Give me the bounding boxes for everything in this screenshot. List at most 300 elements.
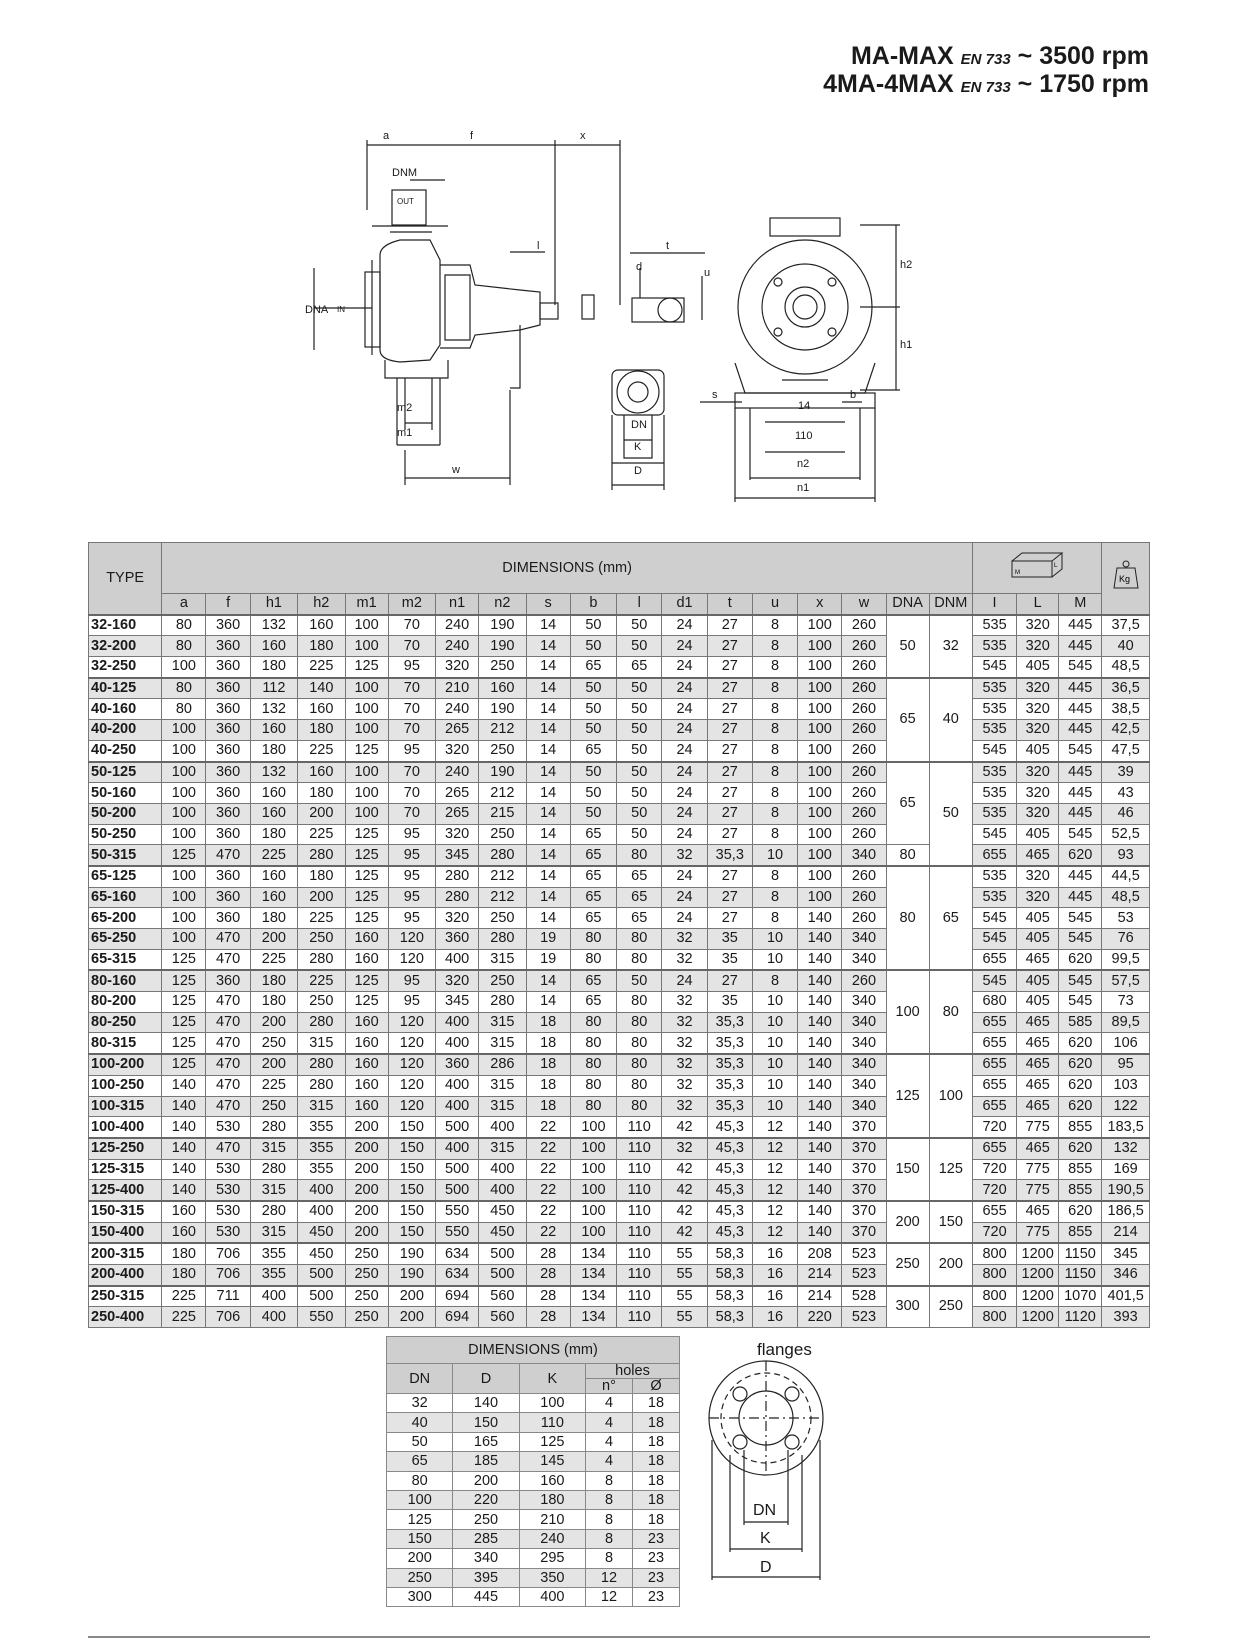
value-cell: 400 <box>436 1012 479 1033</box>
value-cell: 360 <box>206 636 250 657</box>
value-cell: 22 <box>526 1159 570 1180</box>
value-cell: 250 <box>479 657 526 678</box>
flange-row <box>387 1587 680 1606</box>
value-cell: 530 <box>206 1222 250 1243</box>
weight-cell: 93 <box>1102 845 1150 866</box>
value-cell: 250 <box>479 970 526 991</box>
pack-cell: 655 <box>972 1075 1016 1096</box>
value-cell: 140 <box>162 1138 206 1159</box>
value-cell: 42 <box>662 1117 707 1138</box>
value-cell: 340 <box>842 929 886 950</box>
value-cell: 530 <box>206 1201 250 1222</box>
col-header: L <box>1017 594 1059 615</box>
value-cell: 80 <box>617 1054 662 1075</box>
col-header: h2 <box>298 594 345 615</box>
value-cell: 28 <box>526 1307 570 1328</box>
label-n1: n1 <box>797 482 810 494</box>
flange-cell: 18 <box>632 1490 679 1509</box>
pack-cell: 535 <box>972 636 1016 657</box>
value-cell: 315 <box>250 1222 297 1243</box>
value-cell: 24 <box>662 908 707 929</box>
label-110: 110 <box>795 430 813 442</box>
value-cell: 32 <box>662 929 707 950</box>
value-cell: 8 <box>752 908 797 929</box>
table-row <box>89 929 1150 950</box>
type-cell: 50-160 <box>89 783 162 804</box>
pack-cell: 445 <box>1059 615 1102 636</box>
value-cell: 100 <box>798 845 842 866</box>
value-cell: 250 <box>345 1265 388 1286</box>
dimensions-header: DIMENSIONS (mm) <box>162 543 973 594</box>
value-cell: 320 <box>436 970 479 991</box>
value-cell: 260 <box>842 908 886 929</box>
value-cell: 560 <box>479 1286 526 1307</box>
value-cell: 125 <box>162 1054 206 1075</box>
weight-cell: 44,5 <box>1102 866 1150 887</box>
pack-cell: 405 <box>1017 740 1059 761</box>
pack-cell: 445 <box>1059 803 1102 824</box>
value-cell: 280 <box>250 1201 297 1222</box>
value-cell: 140 <box>798 1054 842 1075</box>
value-cell: 80 <box>617 845 662 866</box>
norm-label: EN 733 <box>960 51 1011 68</box>
value-cell: 110 <box>617 1117 662 1138</box>
value-cell: 400 <box>479 1159 526 1180</box>
value-cell: 315 <box>250 1180 297 1201</box>
value-cell: 250 <box>345 1307 388 1328</box>
value-cell: 35,3 <box>707 1075 752 1096</box>
value-cell: 32 <box>662 1075 707 1096</box>
value-cell: 160 <box>162 1222 206 1243</box>
value-cell: 370 <box>842 1159 886 1180</box>
value-cell: 500 <box>298 1286 345 1307</box>
value-cell: 95 <box>388 908 435 929</box>
value-cell: 200 <box>388 1286 435 1307</box>
value-cell: 35,3 <box>707 1033 752 1054</box>
pack-cell: 1120 <box>1059 1307 1102 1328</box>
value-cell: 200 <box>250 1012 297 1033</box>
package-m-label: M <box>1015 570 1021 576</box>
value-cell: 280 <box>479 992 526 1013</box>
value-cell: 14 <box>526 740 570 761</box>
pack-cell: 620 <box>1059 1138 1102 1159</box>
value-cell: 22 <box>526 1117 570 1138</box>
flange-cell: 340 <box>453 1549 519 1568</box>
flange-cell: 445 <box>453 1587 519 1606</box>
flange-cell: 4 <box>586 1452 633 1471</box>
pack-cell: 445 <box>1059 720 1102 741</box>
value-cell: 100 <box>345 678 388 699</box>
value-cell: 24 <box>662 699 707 720</box>
value-cell: 340 <box>842 949 886 970</box>
value-cell: 634 <box>436 1243 479 1264</box>
pack-cell: 720 <box>972 1117 1016 1138</box>
flange-col-dn: DN <box>387 1364 453 1394</box>
value-cell: 180 <box>250 970 297 991</box>
value-cell: 340 <box>842 1096 886 1117</box>
value-cell: 24 <box>662 887 707 908</box>
value-cell: 160 <box>162 1201 206 1222</box>
dna-cell: 80 <box>886 845 929 866</box>
pack-cell: 855 <box>1059 1117 1102 1138</box>
label-out: OUT <box>397 197 414 206</box>
value-cell: 70 <box>388 783 435 804</box>
flange-cell: 395 <box>453 1568 519 1587</box>
label-k: K <box>634 441 642 453</box>
package-l-label: L <box>1054 563 1058 569</box>
value-cell: 8 <box>752 866 797 887</box>
value-cell: 8 <box>752 824 797 845</box>
value-cell: 530 <box>206 1159 250 1180</box>
type-cell: 65-125 <box>89 866 162 887</box>
value-cell: 80 <box>617 1096 662 1117</box>
flange-row <box>387 1394 680 1413</box>
value-cell: 180 <box>250 740 297 761</box>
value-cell: 360 <box>206 720 250 741</box>
value-cell: 16 <box>752 1286 797 1307</box>
value-cell: 100 <box>345 615 388 636</box>
value-cell: 58,3 <box>707 1286 752 1307</box>
flange-cell: 23 <box>632 1529 679 1548</box>
value-cell: 260 <box>842 762 886 783</box>
pack-cell: 535 <box>972 866 1016 887</box>
value-cell: 8 <box>752 657 797 678</box>
col-header: f <box>206 594 250 615</box>
value-cell: 50 <box>570 720 616 741</box>
value-cell: 45,3 <box>707 1159 752 1180</box>
value-cell: 27 <box>707 783 752 804</box>
value-cell: 150 <box>388 1117 435 1138</box>
value-cell: 450 <box>298 1243 345 1264</box>
speed-label: ~ 1750 rpm <box>1017 70 1149 98</box>
value-cell: 14 <box>526 866 570 887</box>
value-cell: 140 <box>798 1159 842 1180</box>
value-cell: 315 <box>250 1138 297 1159</box>
flange-cell: 23 <box>632 1568 679 1587</box>
pack-cell: 320 <box>1017 866 1059 887</box>
flange-col-dia: Ø <box>632 1379 679 1394</box>
value-cell: 500 <box>298 1265 345 1286</box>
value-cell: 16 <box>752 1307 797 1328</box>
value-cell: 160 <box>345 949 388 970</box>
value-cell: 160 <box>345 1075 388 1096</box>
dna-cell: 150 <box>886 1138 929 1201</box>
pack-cell: 775 <box>1017 1222 1059 1243</box>
type-cell: 100-200 <box>89 1054 162 1075</box>
package-icon <box>997 547 1077 583</box>
flange-label-dn: DN <box>753 1502 777 1519</box>
value-cell: 14 <box>526 992 570 1013</box>
value-cell: 140 <box>798 992 842 1013</box>
weight-cell: 214 <box>1102 1222 1150 1243</box>
type-cell: 32-160 <box>89 615 162 636</box>
value-cell: 50 <box>617 824 662 845</box>
value-cell: 140 <box>162 1096 206 1117</box>
value-cell: 280 <box>250 1117 297 1138</box>
value-cell: 212 <box>479 866 526 887</box>
value-cell: 260 <box>842 740 886 761</box>
value-cell: 14 <box>526 803 570 824</box>
pack-cell: 680 <box>972 992 1016 1013</box>
flange-cell: 210 <box>519 1510 585 1529</box>
value-cell: 265 <box>436 783 479 804</box>
table-row <box>89 970 1150 991</box>
value-cell: 100 <box>798 783 842 804</box>
flange-cell: 8 <box>586 1471 633 1490</box>
value-cell: 110 <box>617 1265 662 1286</box>
value-cell: 10 <box>752 949 797 970</box>
table-row <box>89 992 1150 1013</box>
dnm-cell: 80 <box>929 970 972 1054</box>
value-cell: 711 <box>206 1286 250 1307</box>
label-h1: h1 <box>900 339 913 351</box>
value-cell: 360 <box>206 762 250 783</box>
speed-label: ~ 3500 rpm <box>1017 42 1149 70</box>
flange-cell: 23 <box>632 1549 679 1568</box>
flange-label-d: D <box>760 1559 772 1576</box>
value-cell: 150 <box>388 1222 435 1243</box>
value-cell: 360 <box>206 657 250 678</box>
value-cell: 70 <box>388 762 435 783</box>
value-cell: 360 <box>206 970 250 991</box>
value-cell: 132 <box>250 762 297 783</box>
type-cell: 100-400 <box>89 1117 162 1138</box>
value-cell: 528 <box>842 1286 886 1307</box>
pack-cell: 545 <box>1059 824 1102 845</box>
value-cell: 100 <box>345 699 388 720</box>
value-cell: 250 <box>298 992 345 1013</box>
value-cell: 35,3 <box>707 1012 752 1033</box>
value-cell: 280 <box>298 949 345 970</box>
table-row <box>89 1033 1150 1054</box>
value-cell: 50 <box>617 720 662 741</box>
value-cell: 315 <box>479 1012 526 1033</box>
value-cell: 550 <box>436 1222 479 1243</box>
pack-cell: 465 <box>1017 949 1059 970</box>
value-cell: 42 <box>662 1222 707 1243</box>
type-cell: 65-315 <box>89 949 162 970</box>
value-cell: 10 <box>752 1096 797 1117</box>
pack-cell: 1200 <box>1017 1307 1059 1328</box>
weight-cell: 38,5 <box>1102 699 1150 720</box>
value-cell: 450 <box>298 1222 345 1243</box>
value-cell: 95 <box>388 992 435 1013</box>
value-cell: 55 <box>662 1286 707 1307</box>
pack-cell: 620 <box>1059 1096 1102 1117</box>
value-cell: 35 <box>707 929 752 950</box>
value-cell: 450 <box>479 1222 526 1243</box>
value-cell: 112 <box>250 678 297 699</box>
value-cell: 280 <box>298 845 345 866</box>
value-cell: 110 <box>617 1222 662 1243</box>
value-cell: 190 <box>479 762 526 783</box>
value-cell: 24 <box>662 636 707 657</box>
value-cell: 360 <box>206 908 250 929</box>
weight-cell: 183,5 <box>1102 1117 1150 1138</box>
value-cell: 140 <box>162 1117 206 1138</box>
value-cell: 160 <box>479 678 526 699</box>
value-cell: 95 <box>388 824 435 845</box>
flange-cell: 65 <box>387 1452 453 1471</box>
pack-cell: 535 <box>972 720 1016 741</box>
value-cell: 400 <box>436 1096 479 1117</box>
value-cell: 260 <box>842 866 886 887</box>
value-cell: 12 <box>752 1159 797 1180</box>
flange-cell: 8 <box>586 1490 633 1509</box>
value-cell: 360 <box>206 803 250 824</box>
weight-icon <box>1111 558 1141 592</box>
value-cell: 706 <box>206 1307 250 1328</box>
pack-cell: 655 <box>972 1138 1016 1159</box>
col-header: a <box>162 594 206 615</box>
value-cell: 500 <box>479 1243 526 1264</box>
value-cell: 200 <box>250 929 297 950</box>
value-cell: 500 <box>436 1159 479 1180</box>
type-cell: 250-400 <box>89 1307 162 1328</box>
value-cell: 14 <box>526 699 570 720</box>
value-cell: 65 <box>570 845 616 866</box>
value-cell: 28 <box>526 1243 570 1264</box>
value-cell: 8 <box>752 970 797 991</box>
value-cell: 370 <box>842 1201 886 1222</box>
value-cell: 100 <box>162 803 206 824</box>
flange-row <box>387 1568 680 1587</box>
label-14: 14 <box>798 400 811 412</box>
label-m2: m2 <box>397 402 413 414</box>
table-row <box>89 678 1150 699</box>
value-cell: 160 <box>250 803 297 824</box>
value-cell: 280 <box>298 1054 345 1075</box>
value-cell: 370 <box>842 1222 886 1243</box>
value-cell: 240 <box>436 615 479 636</box>
value-cell: 100 <box>162 929 206 950</box>
value-cell: 14 <box>526 762 570 783</box>
value-cell: 180 <box>250 657 297 678</box>
type-cell: 50-315 <box>89 845 162 866</box>
table-row <box>89 720 1150 741</box>
value-cell: 125 <box>345 866 388 887</box>
value-cell: 100 <box>162 887 206 908</box>
value-cell: 28 <box>526 1286 570 1307</box>
col-header: m2 <box>388 594 435 615</box>
pack-cell: 1200 <box>1017 1243 1059 1264</box>
value-cell: 14 <box>526 845 570 866</box>
value-cell: 24 <box>662 740 707 761</box>
value-cell: 10 <box>752 1012 797 1033</box>
pack-cell: 545 <box>1059 970 1102 991</box>
flange-cell: 125 <box>387 1510 453 1529</box>
value-cell: 80 <box>570 1012 616 1033</box>
pack-cell: 320 <box>1017 615 1059 636</box>
value-cell: 80 <box>162 615 206 636</box>
value-cell: 27 <box>707 699 752 720</box>
flange-cell: 4 <box>586 1413 633 1432</box>
pack-cell: 405 <box>1017 824 1059 845</box>
flange-cell: 50 <box>387 1432 453 1451</box>
flange-row <box>387 1510 680 1529</box>
value-cell: 250 <box>345 1286 388 1307</box>
value-cell: 110 <box>617 1286 662 1307</box>
weight-cell: 346 <box>1102 1265 1150 1286</box>
value-cell: 360 <box>206 615 250 636</box>
value-cell: 340 <box>842 1012 886 1033</box>
value-cell: 100 <box>570 1222 616 1243</box>
value-cell: 370 <box>842 1117 886 1138</box>
type-cell: 50-125 <box>89 762 162 783</box>
value-cell: 32 <box>662 992 707 1013</box>
value-cell: 150 <box>388 1201 435 1222</box>
value-cell: 400 <box>250 1286 297 1307</box>
value-cell: 140 <box>162 1075 206 1096</box>
value-cell: 180 <box>162 1243 206 1264</box>
value-cell: 180 <box>298 783 345 804</box>
pack-cell: 405 <box>1017 657 1059 678</box>
dna-cell: 50 <box>886 615 929 678</box>
pack-cell: 445 <box>1059 762 1102 783</box>
weight-cell: 76 <box>1102 929 1150 950</box>
weight-cell: 190,5 <box>1102 1180 1150 1201</box>
value-cell: 260 <box>842 970 886 991</box>
label-f: f <box>470 130 474 142</box>
value-cell: 523 <box>842 1243 886 1264</box>
value-cell: 240 <box>436 636 479 657</box>
flange-cell: 18 <box>632 1394 679 1413</box>
pack-cell: 1070 <box>1059 1286 1102 1307</box>
value-cell: 95 <box>388 887 435 908</box>
value-cell: 100 <box>798 824 842 845</box>
value-cell: 8 <box>752 699 797 720</box>
type-cell: 32-200 <box>89 636 162 657</box>
flange-cell: 295 <box>519 1549 585 1568</box>
weight-cell: 103 <box>1102 1075 1150 1096</box>
value-cell: 65 <box>570 866 616 887</box>
value-cell: 14 <box>526 824 570 845</box>
dnm-cell: 250 <box>929 1286 972 1328</box>
pack-cell: 405 <box>1017 908 1059 929</box>
value-cell: 80 <box>162 699 206 720</box>
pack-cell: 545 <box>1059 908 1102 929</box>
table-row <box>89 845 1150 866</box>
weight-cell: 401,5 <box>1102 1286 1150 1307</box>
value-cell: 95 <box>388 970 435 991</box>
value-cell: 345 <box>436 992 479 1013</box>
type-cell: 150-315 <box>89 1201 162 1222</box>
value-cell: 160 <box>345 929 388 950</box>
value-cell: 140 <box>798 1222 842 1243</box>
flange-cell: 18 <box>632 1471 679 1490</box>
value-cell: 190 <box>479 615 526 636</box>
value-cell: 100 <box>798 699 842 720</box>
flange-cell: 8 <box>586 1549 633 1568</box>
value-cell: 470 <box>206 1096 250 1117</box>
weight-cell: 393 <box>1102 1307 1150 1328</box>
value-cell: 125 <box>345 845 388 866</box>
value-cell: 80 <box>570 929 616 950</box>
value-cell: 100 <box>570 1180 616 1201</box>
weight-cell: 57,5 <box>1102 970 1150 991</box>
value-cell: 140 <box>162 1159 206 1180</box>
label-b: b <box>850 389 857 401</box>
flanges-label: flanges <box>757 1340 812 1359</box>
value-cell: 470 <box>206 1012 250 1033</box>
value-cell: 55 <box>662 1243 707 1264</box>
label-a: a <box>383 130 390 142</box>
value-cell: 280 <box>250 1159 297 1180</box>
value-cell: 100 <box>162 783 206 804</box>
value-cell: 24 <box>662 970 707 991</box>
value-cell: 208 <box>798 1243 842 1264</box>
value-cell: 35 <box>707 992 752 1013</box>
